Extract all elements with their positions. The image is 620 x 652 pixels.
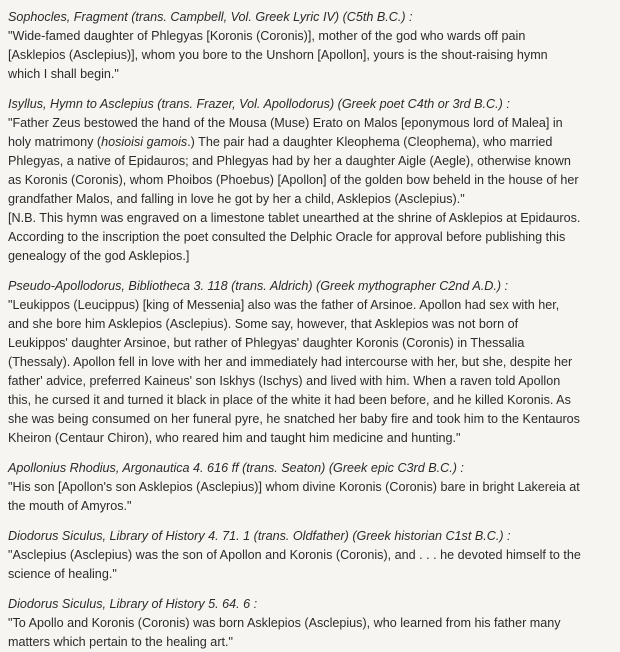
quote-text <box>8 478 614 516</box>
quote-line: the mouth of Amyros." <box>8 499 132 513</box>
quote-line: Leukippos' daughter Arsinoe, but rather of Phlegyas' daughter Koronis (Coronis) in Thessalia <box>8 336 525 350</box>
quote-line: which I shall begin." <box>8 67 119 81</box>
citation-header: Diodorus Siculus, Library of History 4. 71. 1 (trans. Oldfather) (Greek historian C1st B.C.) : <box>8 529 511 543</box>
quote-line: this, he cursed it and turned it black in place of the white it had been before, and he killed Koronis. As <box>8 393 571 407</box>
note-line: [N.B. This hymn was engraved on a limestone tablet unearthed at the shrine of Asklepios at Epidauros. <box>8 211 581 225</box>
greek-term: hosioisi gamois <box>101 135 188 149</box>
quote-line: [Asklepios (Asclepius)], whom you bore to the Unshorn [Apollon], yours is the shout-raising hymn <box>8 48 548 62</box>
quote-text <box>8 614 614 652</box>
quote-line: Phlegyas, a native of Epidauros; and Phlegyas had by her a daughter Aigle (Aegle), otherwise known <box>8 154 571 168</box>
quote-text <box>8 296 614 448</box>
quote-line: as Koronis (Coronis), whom Phoibos (Phoebus) [Apollon] of the golden bow beheld in the house of her <box>8 173 579 187</box>
quote-text <box>8 114 614 266</box>
citation-header: Sophocles, Fragment (trans. Campbell, Vol. Greek Lyric IV) (C5th B.C.) : <box>8 10 413 24</box>
quote-line: "To Apollo and Koronis (Coronis) was born Asklepios (Asclepius), who learned from his father many <box>8 616 561 630</box>
note-line: According to the inscription the poet consulted the Delphic Oracle for approval before publishing this <box>8 230 566 244</box>
quote-line: grandfather Malos, and falling in love he got by her a child, Asklepios (Asclepius)." <box>8 192 465 206</box>
quote-line: matters which pertain to the healing art." <box>8 635 233 649</box>
quote-line: "His son [Apollon's son Asklepios (Asclepius)] whom divine Koronis (Coronis) bare in bright Lakereia at <box>8 480 580 494</box>
quote-line: "Father Zeus bestowed the hand of the Mousa (Muse) Erato on Malos [eponymous lord of Malea] in <box>8 116 563 130</box>
quote-text <box>8 27 614 84</box>
citation-entry-sophocles <box>8 8 614 84</box>
quote-line: (Thessaly). Apollon fell in love with her and immediately had intercourse with her, but she, despite her <box>8 355 573 369</box>
quote-line: father' advice, preferred Kaineus' son Iskhys (Ischys) and lived with him. When a raven told Apollon <box>8 374 561 388</box>
citation-header: Apollonius Rhodius, Argonautica 4. 616 ff (trans. Seaton) (Greek epic C3rd B.C.) : <box>8 461 464 475</box>
note-line: genealogy of the god Asklepios.] <box>8 249 190 263</box>
quote-line: "Wide-famed daughter of Phlegyas [Koronis (Coronis)], mother of the god who wards off pain <box>8 29 526 43</box>
quote-line: she was being consumed on her funeral pyre, he snatched her baby fire and took him to the Kentauros <box>8 412 580 426</box>
quote-line: science of healing." <box>8 567 117 581</box>
quote-fragment: holy matrimony ( <box>8 135 102 149</box>
citation-entry-apollonius <box>8 459 614 516</box>
citation-header: Pseudo-Apollodorus, Bibliotheca 3. 118 (trans. Aldrich) (Greek mythographer C2nd A.D.) : <box>8 279 509 293</box>
citation-entry-pseudo-apollodorus <box>8 277 614 448</box>
quote-line: "Leukippos (Leucippus) [king of Messenia] also was the father of Arsinoe. Apollon had sex with her, <box>8 298 560 312</box>
citation-entry-diodorus-5 <box>8 595 614 652</box>
quote-line: "Asclepius (Asclepius) was the son of Apollon and Koronis (Coronis), and . . . he devoted himself to the <box>8 548 581 562</box>
citation-entry-diodorus-4 <box>8 527 614 584</box>
citation-header: Diodorus Siculus, Library of History 5. 64. 6 : <box>8 597 258 611</box>
quote-text <box>8 546 614 584</box>
quote-line: Kheiron (Centaur Chiron), who reared him and taught him medicine and hunting." <box>8 431 461 445</box>
quote-line: and she bore him Asklepios (Asclepius). Some say, however, that Asklepios was not born of <box>8 317 519 331</box>
quote-fragment: .) The pair had a daughter Kleophema (Cleophema), who married <box>187 135 553 149</box>
quote-line <box>8 133 614 152</box>
citation-entry-isyllus <box>8 95 614 266</box>
citation-header: Isyllus, Hymn to Asclepius (trans. Frazer, Vol. Apollodorus) (Greek poet C4th or 3rd B.C.) : <box>8 97 510 111</box>
